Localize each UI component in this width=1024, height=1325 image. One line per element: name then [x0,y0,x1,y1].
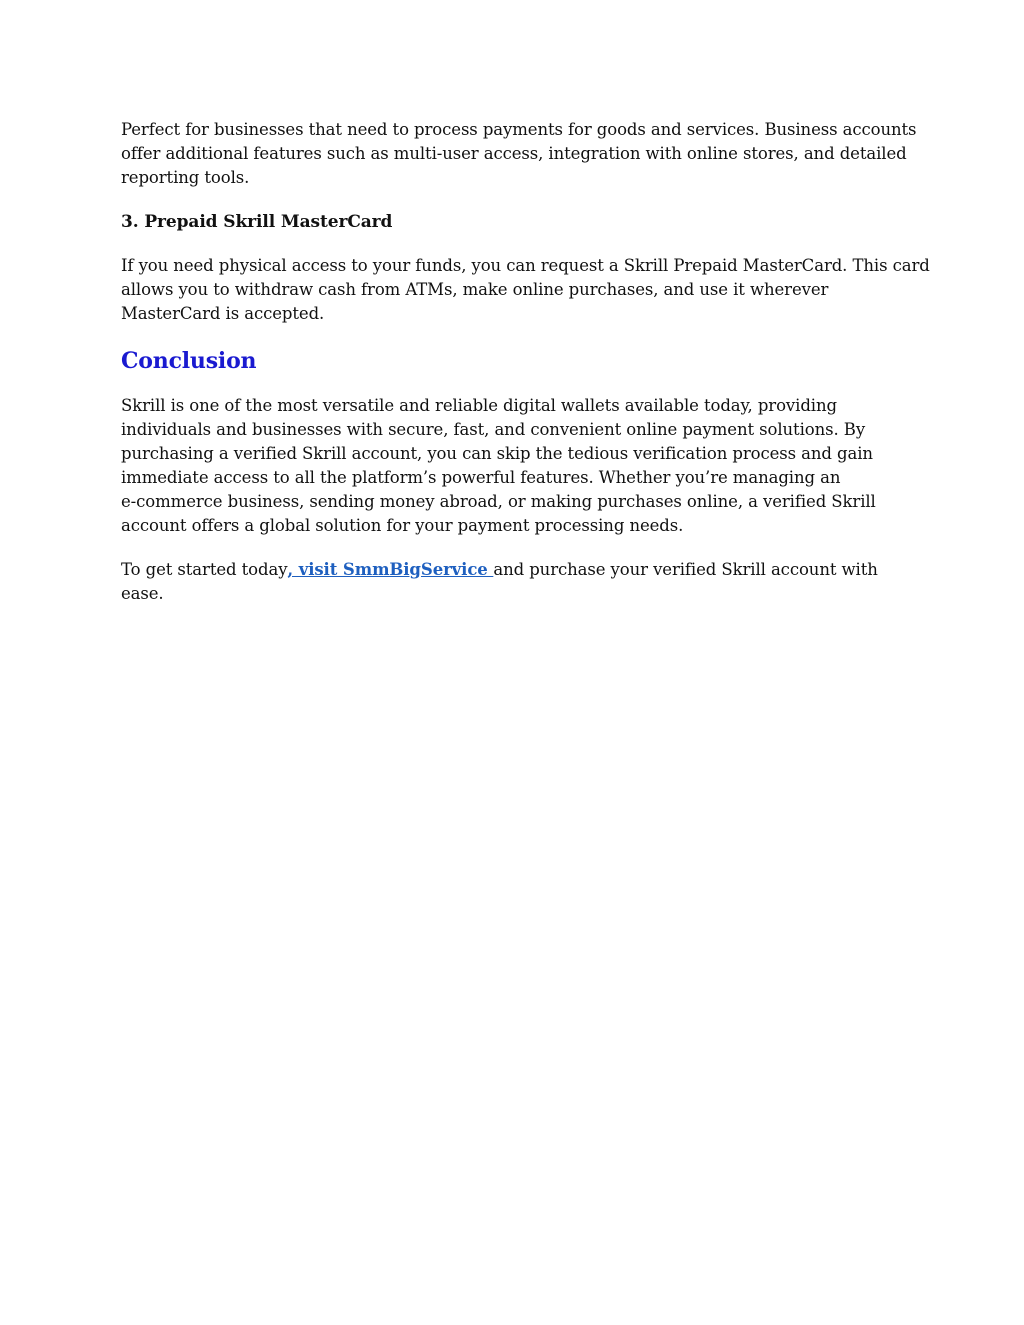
section-3-line-2: allows you to withdraw cash from ATMs, make online purchases, and use it wherever [121,280,829,299]
document-page [121,118,930,626]
intro-paragraph [121,118,917,190]
conclusion-heading: Conclusion [121,348,257,374]
conclusion-line-1: Skrill is one of the most versatile and reliable digital wallets available today, providing [121,396,837,415]
section-3-paragraph [121,254,930,326]
section-3-line-3: MasterCard is accepted. [121,304,325,323]
conclusion-line-3: purchasing a verified Skrill account, you can skip the tedious verification process and gain [121,444,873,463]
conclusion-paragraph [121,394,911,538]
conclusion-line-6: account offers a global solution for your payment processing needs. [121,516,684,535]
cta-line-1 [121,558,911,582]
smmbigservice-link[interactable]: , visit SmmBigService [287,560,494,579]
cta-prefix: To get started today [121,560,288,579]
section-3-title: 3. Prepaid Skrill MasterCard [121,212,393,232]
intro-line-3: reporting tools. [121,168,250,187]
cta-paragraph [121,558,911,606]
conclusion-line-5: e-commerce business, sending money abroad, or making purchases online, a verified Skrill [121,492,876,511]
intro-line-1: Perfect for businesses that need to process payments for goods and services. Business accounts [121,120,917,139]
conclusion-line-4: immediate access to all the platform’s powerful features. Whether you’re managing an [121,468,841,487]
cta-suffix: and purchase your verified Skrill account with [493,560,878,579]
section-3-line-1: If you need physical access to your funds, you can request a Skrill Prepaid MasterCard. This card [121,256,930,275]
conclusion-line-2: individuals and businesses with secure, fast, and convenient online payment solutions. By [121,420,866,439]
cta-line-2: ease. [121,584,164,603]
intro-line-2: offer additional features such as multi-user access, integration with online stores, and detailed [121,144,907,163]
